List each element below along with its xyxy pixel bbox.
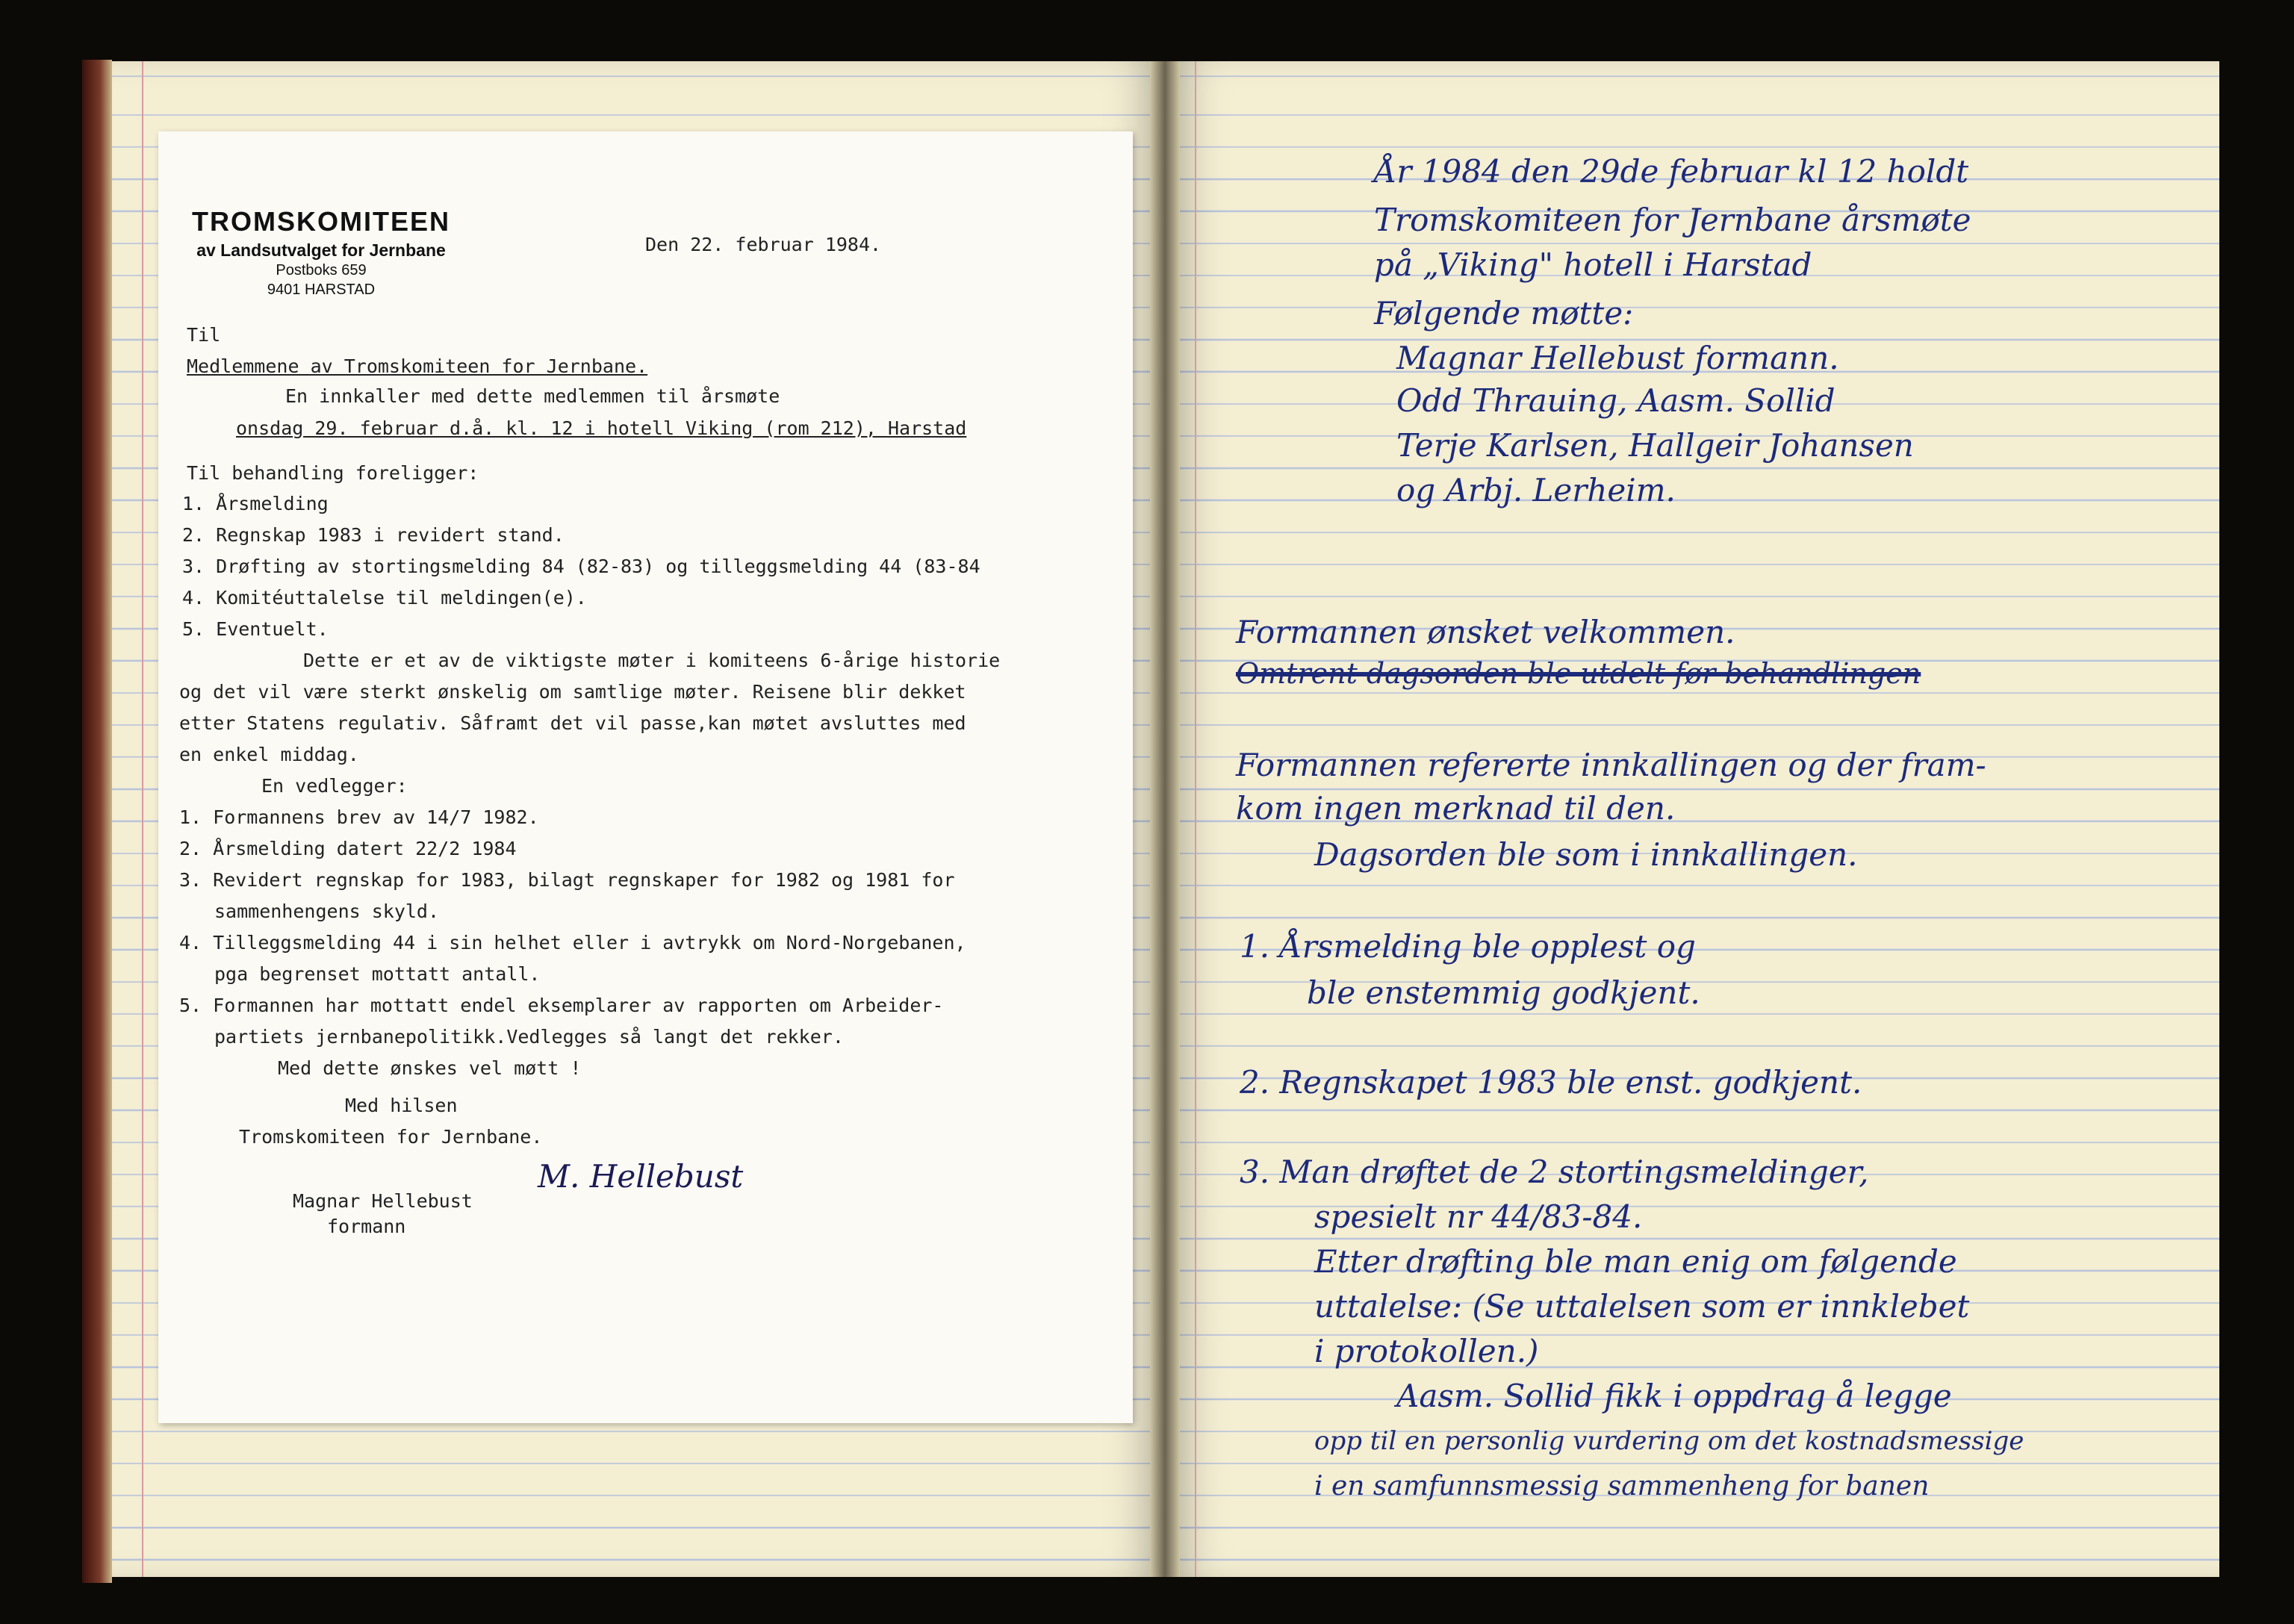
org-postbox: Postboks 659 xyxy=(276,262,367,279)
to-label: Til xyxy=(187,324,221,346)
agenda-item: 3. Drøfting av stortingsmelding 84 (82-83) og tilleggsmelding 44 (83-84 xyxy=(182,556,980,577)
book-cover-edge xyxy=(82,60,112,1583)
attachment-item: partiets jernbanepolitikk.Vedlegges så langt det rekker. xyxy=(214,1026,844,1048)
minutes-line: i protokollen.) xyxy=(1314,1333,1539,1369)
org-subtitle: av Landsutvalget for Jernbane xyxy=(196,240,446,260)
minutes-line: spesielt nr 44/83-84. xyxy=(1314,1198,1643,1235)
attachment-item: 1. Formannens brev av 14/7 1982. xyxy=(179,806,539,828)
signoff-org: Tromskomiteen for Jernbane. xyxy=(239,1126,543,1148)
right-margin-line xyxy=(1195,61,1196,1577)
attachment-item: 3. Revidert regnskap for 1983, bilagt regnskaper for 1982 og 1981 for xyxy=(179,869,955,891)
signer-title: formann xyxy=(327,1216,406,1237)
minutes-line: kom ingen merknad til den. xyxy=(1236,790,1676,827)
agenda-item: 4. Komitéuttalelse til meldingen(e). xyxy=(182,587,587,609)
minutes-line: opp til en personlig vurdering om det kostnadsmessige xyxy=(1314,1426,2024,1456)
left-margin-line xyxy=(142,61,143,1577)
minutes-line: Formannen ønsket velkommen. xyxy=(1236,614,1735,650)
org-city: 9401 HARSTAD xyxy=(267,281,376,298)
minutes-line: Odd Thrauing, Aasm. Sollid xyxy=(1396,382,1835,419)
minutes-line: i en samfunnsmessig sammenheng for banen xyxy=(1314,1471,1930,1502)
meeting-line: onsdag 29. februar d.å. kl. 12 i hotell Viking (rom 212), Harstad xyxy=(236,417,967,439)
minutes-line: 2. Regnskapet 1983 ble enst. godkjent. xyxy=(1240,1064,1862,1101)
minutes-line: År 1984 den 29de februar kl 12 holdt xyxy=(1374,153,1969,190)
minutes-line: ble enstemmig godkjent. xyxy=(1307,974,1700,1011)
minutes-line: 1. Årsmelding ble opplest og xyxy=(1240,928,1696,965)
minutes-line: 3. Man drøftet de 2 stortingsmeldinger, xyxy=(1240,1154,1869,1190)
minutes-line: Dagsorden ble som i innkallingen. xyxy=(1314,836,1858,873)
body-line: etter Statens regulativ. Såframt det vil passe,kan møtet avsluttes med xyxy=(179,712,966,734)
minutes-line: Aasm. Sollid fikk i oppdrag å legge xyxy=(1396,1378,1952,1414)
minutes-line: Tromskomiteen for Jernbane årsmøte xyxy=(1374,202,1971,238)
intro-line: En innkaller med dette medlemmen til årsmøte xyxy=(285,385,780,407)
agenda-heading: Til behandling foreligger: xyxy=(187,462,479,484)
agenda-item: 1. Årsmelding xyxy=(182,493,329,514)
agenda-item: 5. Eventuelt. xyxy=(182,618,329,640)
signer-name: Magnar Hellebust xyxy=(293,1190,473,1212)
minutes-line: på „Viking" hotell i Harstad xyxy=(1374,246,1812,283)
body-line: Dette er et av de viktigste møter i komiteens 6-årige historie xyxy=(303,650,1001,671)
attachment-item: 4. Tilleggsmelding 44 i sin helhet eller i avtrykk om Nord-Norgebanen, xyxy=(179,932,966,953)
letter-date: Den 22. februar 1984. xyxy=(645,234,882,255)
attachment-item: 5. Formannen har mottatt endel eksemplarer av rapporten om Arbeider- xyxy=(179,995,944,1016)
minutes-line: og Arbj. Lerheim. xyxy=(1396,472,1676,508)
struck-line: Omtrent dagsorden ble utdelt før behandlingen xyxy=(1236,657,1921,690)
minutes-line: Etter drøfting ble man enig om følgende xyxy=(1314,1243,1957,1280)
recipient: Medlemmene av Tromskomiteen for Jernbane. xyxy=(187,355,648,377)
pasted-letter xyxy=(158,131,1133,1423)
regards: Med hilsen xyxy=(345,1095,458,1116)
body-line: en enkel middag. xyxy=(179,744,359,765)
minutes-line: Følgende møtte: xyxy=(1374,295,1634,332)
book-spine xyxy=(1150,61,1180,1577)
minutes-line: Formannen refererte innkallingen og der fram- xyxy=(1236,747,1986,783)
attachment-item: 2. Årsmelding datert 22/2 1984 xyxy=(179,838,517,859)
agenda-item: 2. Regnskap 1983 i revidert stand. xyxy=(182,524,565,546)
minutes-line: Terje Karlsen, Hallgeir Johansen xyxy=(1396,427,1914,464)
minutes-line: uttalelse: (Se uttalelsen som er innklebet xyxy=(1314,1288,1970,1325)
org-name: TROMSKOMITEEN xyxy=(192,206,450,237)
handwritten-signature: M. Hellebust xyxy=(538,1158,744,1195)
minutes-line: Magnar Hellebust formann. xyxy=(1396,340,1839,376)
closing: Med dette ønskes vel møtt ! xyxy=(278,1057,582,1079)
attachments-heading: En vedlegger: xyxy=(261,775,408,797)
letterhead xyxy=(164,206,478,299)
attachment-item: pga begrenset mottatt antall. xyxy=(214,963,541,985)
body-line: og det vil være sterkt ønskelig om samtlige møter. Reisene blir dekket xyxy=(179,681,966,703)
attachment-item: sammenhengens skyld. xyxy=(214,900,440,922)
